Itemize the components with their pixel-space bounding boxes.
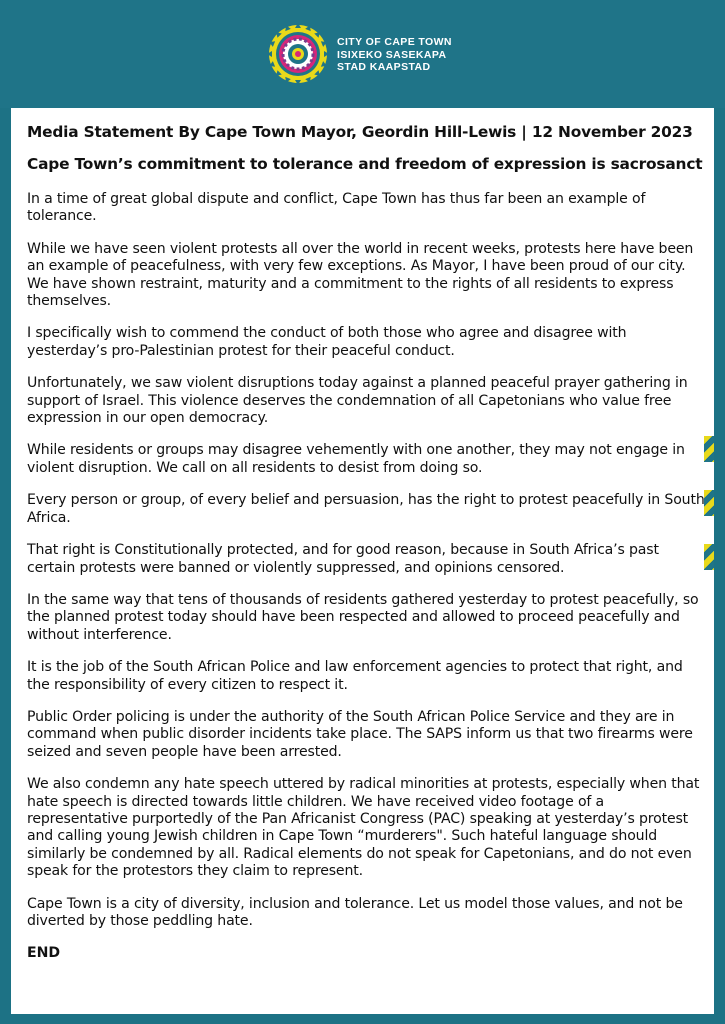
paragraph: In the same way that tens of thousands of residents gathered yesterday to protest peacefully, so the planned protest today should have been respected and allowed to proceed peacefully and without interference. [27,591,699,643]
paragraph: While we have seen violent protests all over the world in recent weeks, protests here have been an example of peacefulness, with very few exceptions. As Mayor, I have been proud of our city. We have shown restraint, maturity and a commitment to the rights of all residents to express themselves. [27,240,694,310]
city-of-cape-town-logo-icon [266,22,330,86]
statement-page [11,108,714,1014]
paragraph: That right is Constitutionally protected, and for good reason, because in South Africa’s past certain protests were banned or violently suppressed, and opinions censored. [27,542,659,576]
header-banner [0,0,725,108]
statement-title: Media Statement By Cape Town Mayor, Geordin Hill-Lewis | 12 November 2023 [27,123,693,141]
brand-line-english: CITY OF CAPE TOWN [337,36,452,48]
end-marker: END [27,945,61,962]
brand-line-afrikaans: STAD KAAPSTAD [337,61,431,73]
paragraph: Every person or group, of every belief and persuasion, has the right to protest peacefully in South Africa. [27,492,705,526]
statement-content [27,122,707,962]
city-brand-name [337,36,452,74]
paragraph: It is the job of the South African Police and law enforcement agencies to protect that right, and the responsibility of every citizen to respect it. [27,659,683,693]
paragraph: I specifically wish to commend the conduct of both those who agree and disagree with yesterday’s pro-Palestinian protest for their peaceful conduct. [27,325,627,359]
paragraph: Cape Town is a city of diversity, inclusion and tolerance. Let us model those values, and not be diverted by those peddling hate. [27,895,683,929]
paragraph: Unfortunately, we saw violent disruptions today against a planned peaceful prayer gathering in support of Israel. This violence deserves the condemnation of all Capetonians who value free expression in our open democracy. [27,375,688,427]
paragraph: While residents or groups may disagree vehemently with one another, they may not engage in violent disruption. We call on all residents to desist from doing so. [27,442,685,476]
brand-line-xhosa: ISIXEKO SASEKAPA [337,48,447,61]
statement-subtitle: Cape Town’s commitment to tolerance and freedom of expression is sacrosanct [27,155,703,173]
paragraph: Public Order policing is under the authority of the South African Police Service and they are in command when public disorder incidents take place. The SAPS inform us that two firearms were seized and seven people have been arrested. [27,708,693,760]
paragraph: In a time of great global dispute and conflict, Cape Town has thus far been an example of tolerance. [27,191,646,225]
paragraph: We also condemn any hate speech uttered by radical minorities at protests, especially when that hate speech is directed towards little children. We have received video footage of a representative purportedly of the Pan Africanist Congress (PAC) speaking at yesterday’s protest and calling young Jewish children in Cape Town “murderers". Such hateful language should similarly be condemned by all. Radical elements do not speak for Capetonians, and do not even speak for the protestors they claim to represent. [27,776,700,880]
